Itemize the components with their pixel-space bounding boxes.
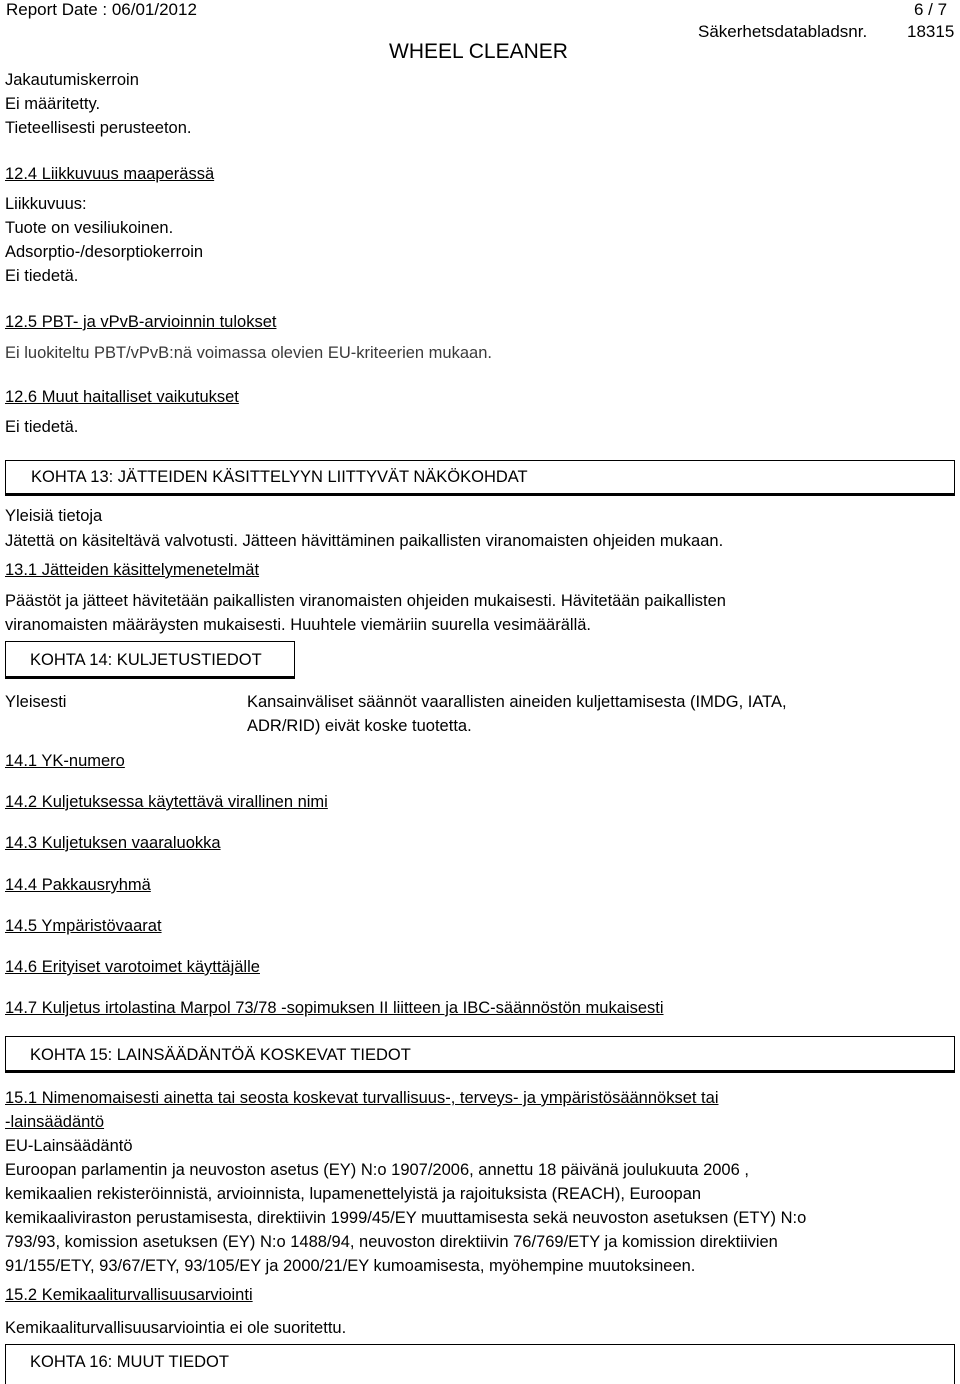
eu-legislation-line-2: kemikaalien rekisteröinnistä, arvioinnista, lupamenettelyistä ja rajoituksista (REACH), Euroopan <box>5 1185 702 1203</box>
section-13-1-line-2: viranomaisten määräysten mukaisesti. Huuhtele viemäriin suurella vesimäärällä. <box>5 616 591 634</box>
section-13-header <box>5 460 955 496</box>
eu-legislation-line-1: Euroopan parlamentin ja neuvoston asetus (EY) N:o 1907/2006, annettu 18 päivänä joulukuuta 2006 , <box>5 1161 749 1179</box>
transport-general-line-1: Kansainväliset säännöt vaarallisten aineiden kuljettamisesta (IMDG, IATA, <box>247 693 787 711</box>
report-date: Report Date : 06/01/2012 <box>6 0 197 19</box>
document-title: WHEEL CLEANER <box>389 40 568 63</box>
transport-general-label: Yleisesti <box>5 693 67 711</box>
section-12-5-heading: 12.5 PBT- ja vPvB-arvioinnin tulokset <box>5 313 277 331</box>
transport-general-line-2: ADR/RID) eivät koske tuotetta. <box>247 717 472 735</box>
section-14-header <box>5 641 295 679</box>
section-14-4-heading: 14.4 Pakkausryhmä <box>5 876 151 894</box>
section-13-1-heading: 13.1 Jätteiden käsittelymenetelmät <box>5 561 260 579</box>
section-16-header <box>5 1344 955 1384</box>
section-14-2-heading: 14.2 Kuljetuksessa käytettävä virallinen nimi <box>5 793 328 811</box>
sds-number: 18315 <box>907 22 955 41</box>
section-14-6-heading: 14.6 Erityiset varotoimet käyttäjälle <box>5 958 260 976</box>
partition-label: Jakautumiskerroin <box>5 71 139 89</box>
section-15-1-heading-line-2: -lainsäädäntö <box>5 1113 105 1131</box>
section-15-2-heading: 15.2 Kemikaaliturvallisuusarviointi <box>5 1286 253 1304</box>
section-14-3-heading: 14.3 Kuljetuksen vaaraluokka <box>5 834 221 852</box>
section-15-2-text: Kemikaaliturvallisuusarviointia ei ole suoritettu. <box>5 1319 347 1337</box>
eu-legislation-line-3: kemikaaliviraston perustamisesta, direktiivin 1999/45/EY muuttamisesta sekä neuvoston asetuksen (ETY) N:o <box>5 1209 807 1227</box>
eu-legislation-line-5: 91/155/ETY, 93/67/ETY, 93/105/EY ja 2000/21/EY kumoamisesta, myöhempine muutoksineen. <box>5 1257 696 1275</box>
eu-legislation-line-4: 793/93, komission asetuksen (EY) N:o 1488/94, neuvoston direktiivin 76/769/ETY ja komission direktiivien <box>5 1233 778 1251</box>
section-13-title: KOHTA 13: JÄTTEIDEN KÄSITTELYYN LIITTYVÄT NÄKÖKOHDAT <box>31 468 528 486</box>
eu-legislation-label: EU-Lainsäädäntö <box>5 1137 133 1155</box>
section-12-4-heading: 12.4 Liikkuvuus maaperässä <box>5 165 215 183</box>
section-14-5-heading: 14.5 Ympäristövaarat <box>5 917 162 935</box>
section-12-6-text: Ei tiedetä. <box>5 418 79 436</box>
adsorption-value: Ei tiedetä. <box>5 267 79 285</box>
section-12-6-heading: 12.6 Muut haitalliset vaikutukset <box>5 388 239 406</box>
waste-general-text: Jätettä on käsiteltävä valvotusti. Jätteen hävittäminen paikallisten viranomaisten ohjeiden mukaan. <box>5 532 724 550</box>
section-13-1-line-1: Päästöt ja jätteet hävitetään paikallisten viranomaisten ohjeiden mukaisesti. Hävitetään paikallisten <box>5 592 726 610</box>
section-16-title: KOHTA 16: MUUT TIEDOT <box>30 1353 229 1371</box>
page-number: 6 / 7 <box>914 0 948 19</box>
section-15-1-heading-line-1: 15.1 Nimenomaisesti ainetta tai seosta koskevat turvallisuus-, terveys- ja ympäristösäännökset tai <box>5 1089 719 1107</box>
section-15-header <box>5 1036 955 1073</box>
section-12-5-text: Ei luokiteltu PBT/vPvB:nä voimassa olevien EU-kriteerien mukaan. <box>5 344 492 362</box>
partition-value-1: Ei määritetty. <box>5 95 101 113</box>
section-14-title: KOHTA 14: KULJETUSTIEDOT <box>30 651 262 669</box>
adsorption-label: Adsorptio-/desorptiokerroin <box>5 243 204 261</box>
waste-general-label: Yleisiä tietoja <box>5 507 103 525</box>
mobility-label: Liikkuvuus: <box>5 195 87 213</box>
section-14-1-heading: 14.1 YK-numero <box>5 752 125 770</box>
sds-label: Säkerhetsdatabladsnr. <box>698 22 868 41</box>
partition-value-2: Tieteellisesti perusteeton. <box>5 119 192 137</box>
section-14-7-heading: 14.7 Kuljetus irtolastina Marpol 73/78 -sopimuksen II liitteen ja IBC-säännöstön mukaisesti <box>5 999 664 1017</box>
mobility-value: Tuote on vesiliukoinen. <box>5 219 174 237</box>
section-15-title: KOHTA 15: LAINSÄÄDÄNTÖÄ KOSKEVAT TIEDOT <box>30 1046 411 1064</box>
